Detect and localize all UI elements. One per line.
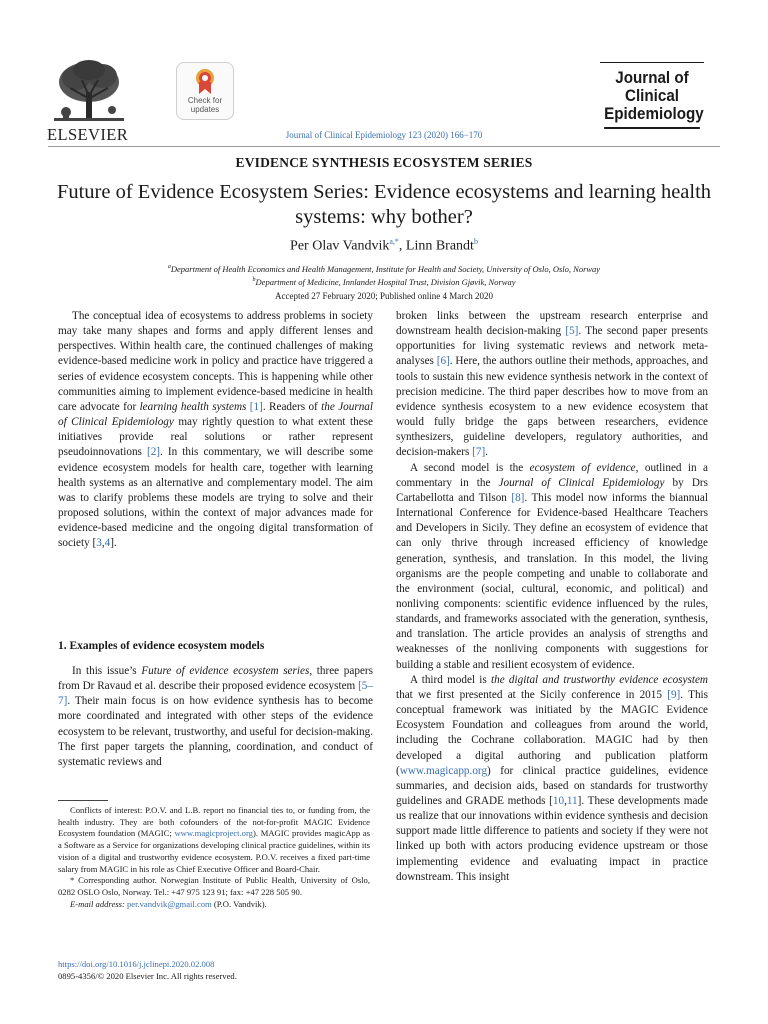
- conflict-of-interest-note: [58, 805, 370, 875]
- publisher-name: ELSEVIER: [47, 125, 129, 144]
- citation-link[interactable]: [9]: [667, 688, 681, 701]
- footnote-rule: [58, 800, 108, 801]
- body-text: A third model is: [410, 673, 492, 686]
- body-text: . In this commentary, we will describe some evidence ecosystem models for health care, together with learning health systems as an alternative and complementary model. The aim was to clarify problems these models are trying to solve and their proposed solutions, within the context of major advances made for evidence-based medicine and the ongoing digital transformation of society [: [58, 446, 373, 550]
- citation-link[interactable]: 10: [552, 795, 565, 807]
- body-text: The conceptual idea of ecosystems to address problems in society may take many shapes and forms and apply different lenses and perspectives. Within health care, the continued challenges of making evidence-based medicine work in policy and practice have triggered a series of evidence ecosystem concepts. This is happening while other communities aiming to implement evidence-based medicine in health care advocate for: [58, 310, 373, 413]
- journal-reference[interactable]: Journal of Clinical Epidemiology 123 (2020) 166−170: [285, 130, 483, 140]
- author-2: Linn Brandt: [405, 238, 474, 254]
- citation-link[interactable]: [6]: [436, 355, 450, 368]
- body-text: . Readers of: [262, 400, 322, 413]
- body-text: ,: [101, 537, 105, 550]
- affiliation-b-marker: b: [252, 276, 256, 283]
- check-for-updates-label: Check for updates: [187, 96, 223, 114]
- accepted-date: Accepted 27 February 2020; Published online 4 March 2020: [275, 291, 493, 301]
- magicproject-link[interactable]: www.magicproject.org: [174, 828, 253, 839]
- elsevier-tree-logo: [48, 58, 130, 126]
- journal-logo-line-1: Journal of: [615, 69, 689, 87]
- doi-link[interactable]: https://doi.org/10.1016/j.jclinepi.2020.02.008: [58, 959, 215, 969]
- citation-link[interactable]: [8]: [511, 491, 525, 504]
- journal-reference-end-page: 170: [468, 130, 483, 140]
- body-text: , three papers from Dr Ravaud et al. describe their proposed evidence ecosystem: [58, 665, 373, 693]
- citation-link[interactable]: [2]: [146, 446, 161, 459]
- body-text: . Their main focus is on how evidence synthesis has to become more coordinated and integrated with other steps of the evidence ecosystem to be relevant, trustworthy, and useful for decision-making. The first paper targets the planning, coordination, and conduct of systematic reviews and: [58, 695, 373, 768]
- footnote-text: ). MAGIC provides magicApp as a Software as a Service for organizations developing clinical practice guidelines, within its vision of a digital and trustworthy evidence ecosystem. P.O.V. receives a fixed part-time salary from MAGIC in his role as Chief Executive Officer and Board-Chair.: [58, 828, 370, 874]
- bookmark-icon: [194, 68, 216, 96]
- body-text: ) for clinical practice guidelines, evidence summaries, and decision aids, based on standards for trustworthy guidelines and GRADE methods [: [396, 764, 708, 807]
- email-note: [58, 899, 370, 911]
- affiliation-a: Department of Health Economics and Health Management, Institute for Health and Society, University of Oslo, Oslo, Norway: [170, 263, 601, 274]
- author-1-affiliation[interactable]: a,*: [389, 237, 399, 246]
- right-column: [396, 309, 708, 885]
- body-text: ,: [564, 795, 567, 807]
- emphasis-text: the digital and trustworthy evidence ecosystem: [491, 673, 708, 686]
- right-paragraph-3: [396, 673, 708, 885]
- article-footer: [58, 958, 237, 982]
- emphasis-text: the Journal of Clinical Epidemiology: [58, 400, 373, 429]
- article-title: Future of Evidence Ecosystem Series: Evidence ecosystems and learning health systems: why bother?: [56, 181, 712, 228]
- citation-link[interactable]: 3: [96, 537, 102, 550]
- author-line: [0, 237, 768, 255]
- body-text: may rightly question to what extent these initiatives provide real solutions or rather represent pseudoinnovations: [58, 416, 373, 459]
- citation-link[interactable]: [7]: [472, 446, 486, 459]
- body-text: . The second paper presents opportunities for living systematic reviews and network meta-analyses: [396, 325, 708, 368]
- journal-reference-text: Journal of Clinical Epidemiology 123 (2020) 166: [285, 130, 464, 140]
- header-divider: [48, 146, 720, 147]
- emphasis-text: learning health systems: [139, 400, 247, 413]
- affiliation-b: Department of Medicine, Innlandet Hospital Trust, Division Gjøvik, Norway: [255, 276, 516, 287]
- body-text: . This model now informs the biannual International Conference for Evidence-based Healthcare Teachers and Developers in Sicily. They define an ecosystem of evidence that can only thrive through increased efficiency of knowledge generation, synthesis, and translation. In this model, the living organisms are the people competing and unable to collaborate and the environment (social, cultural, economic, and political) and nonliving components: scientific evidence influenced by the rules, standards, and frameworks associated with the generation, synthesis, and translation. The article provides an analysis of strengths and weaknesses of the nonliving components with suggestions for building a stable and resilient ecosystem of evidence.: [396, 491, 708, 671]
- author-separator: ,: [398, 238, 406, 254]
- body-text: broken links between the upstream research enterprise and downstream health decision-making: [396, 310, 708, 338]
- email-link[interactable]: per.vandvik@gmail.com: [126, 898, 212, 909]
- email-suffix: (P.O. Vandvik).: [211, 898, 267, 909]
- body-text: ].: [110, 537, 117, 550]
- intro-paragraph: [58, 309, 373, 552]
- emphasis-text: Future of evidence ecosystem series: [141, 665, 310, 677]
- body-text: ]. These developments made us realize that our innovations within evidence synthesis and decision support made little difference to patients and society if they were not linked up both with actors producing evidence upstream or those implementing evidence and evaluating impact in practice downstream. This insight: [396, 795, 708, 883]
- body-text: , outlined in a commentary in the: [396, 461, 709, 489]
- body-text: A second model is the: [410, 461, 530, 474]
- section-paragraph: [58, 664, 373, 770]
- journal-logo: [604, 69, 704, 129]
- check-for-updates-badge[interactable]: [176, 62, 234, 120]
- section-heading: 1. Examples of evidence ecosystem models: [58, 640, 265, 652]
- magicapp-link[interactable]: www.magicapp.org: [399, 764, 488, 777]
- right-paragraph-1: [396, 309, 708, 461]
- body-text: . This conceptual framework was initiated by the MAGIC Evidence Ecosystem Foundation and colleagues from around the world, including the Cochrane collaboration. MAGIC had by then developed a digital authoring and publication platform (: [396, 688, 709, 777]
- journal-logo-line-2: Clinical: [625, 87, 679, 105]
- emphasis-text: Journal of Clinical Epidemiology: [498, 476, 665, 489]
- author-2-affiliation[interactable]: b: [473, 237, 478, 246]
- right-paragraph-2: [396, 461, 708, 673]
- citation-link[interactable]: [1]: [249, 400, 263, 413]
- journal-logo-rule: [600, 62, 704, 63]
- body-text: In this issue’s: [72, 665, 142, 677]
- body-text: . Here, the authors outline their methods, approaches, and tools to sustain this new evidence synthesis network in the context of precision medicine. The third paper describes how to move from an evidence synthesis ecosystem to a new evidence ecosystem that would fully bridge the gaps between researchers, evidence synthesizers, guideline developers, regulatory authorities, and decision-makers: [396, 355, 708, 459]
- body-text: .: [485, 446, 488, 459]
- email-label: E-mail address:: [70, 898, 125, 909]
- series-heading: EVIDENCE SYNTHESIS ECOSYSTEM SERIES: [235, 155, 533, 170]
- citation-link[interactable]: [5]: [565, 325, 579, 338]
- body-text: that we first presented at the Sicily conference in 2015: [396, 688, 668, 701]
- citation-link[interactable]: 11: [566, 795, 578, 807]
- journal-logo-line-3: Epidemiology: [604, 105, 704, 123]
- footnotes: [58, 805, 370, 910]
- emphasis-text: ecosystem of evidence: [529, 461, 636, 474]
- author-1: Per Olav Vandvik: [290, 238, 390, 254]
- body-text: by Drs Cartabellotta and Tilson: [396, 476, 708, 504]
- issn-copyright: 0895-4356/© 2020 Elsevier Inc. All rights reserved.: [58, 971, 237, 981]
- affiliation-a-marker: a: [167, 264, 171, 270]
- citation-link[interactable]: 4: [104, 537, 111, 550]
- affiliations: [60, 262, 708, 288]
- citation-link[interactable]: [5–7]: [58, 680, 373, 708]
- corresponding-author-note: * Corresponding author. Norwegian Institute of Public Health, University of Oslo, 0282 OSLO Oslo, Norway. Tel.: +47 975 123 91; fax: +47 228 505 90.: [58, 875, 370, 897]
- footnote-text: Conflicts of interest: P.O.V. and L.B. report no financial ties to, or funding from, the health industry. They are both cofounders of the not-for-profit MAGIC Evidence Ecosystem foundation (MAGIC;: [58, 805, 370, 839]
